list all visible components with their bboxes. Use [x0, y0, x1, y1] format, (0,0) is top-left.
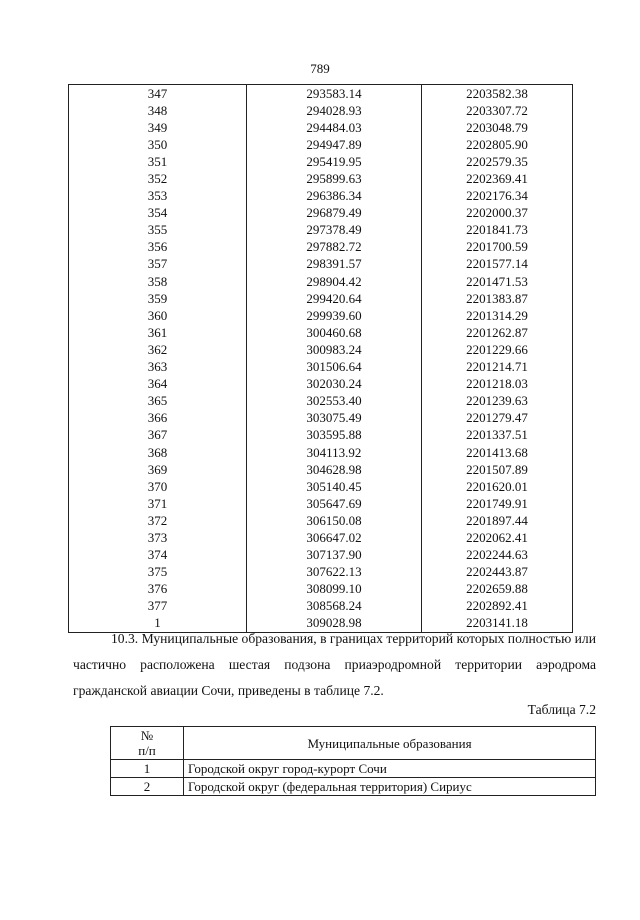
coordinate-y: 2203141.18 [422, 615, 573, 633]
point-number: 375 [69, 564, 247, 581]
coordinate-x: 297378.49 [247, 222, 422, 239]
coordinate-x: 305140.45 [247, 478, 422, 495]
coordinate-x: 297882.72 [247, 239, 422, 256]
coordinate-y: 2201229.66 [422, 341, 573, 358]
coordinate-y: 2201383.87 [422, 290, 573, 307]
point-number: 359 [69, 290, 247, 307]
point-number: 367 [69, 427, 247, 444]
coordinate-y: 2202892.41 [422, 598, 573, 615]
municipal-table [110, 726, 596, 796]
point-number: 368 [69, 444, 247, 461]
coordinate-x: 294484.03 [247, 119, 422, 136]
header-number-symbol: № [140, 728, 154, 743]
table-row [69, 307, 573, 324]
coordinate-y: 2201700.59 [422, 239, 573, 256]
point-number: 377 [69, 598, 247, 615]
point-number: 354 [69, 205, 247, 222]
coordinate-y: 2202369.41 [422, 170, 573, 187]
coordinate-x: 294028.93 [247, 102, 422, 119]
table-row [69, 478, 573, 495]
coordinate-x: 294947.89 [247, 136, 422, 153]
coordinate-x: 296879.49 [247, 205, 422, 222]
table-row [69, 239, 573, 256]
coordinate-x: 305647.69 [247, 495, 422, 512]
coordinate-x: 298391.57 [247, 256, 422, 273]
coordinate-y: 2203582.38 [422, 85, 573, 103]
point-number: 351 [69, 153, 247, 170]
coordinate-y: 2202244.63 [422, 547, 573, 564]
coordinate-y: 2201279.47 [422, 410, 573, 427]
page-number: 789 [310, 61, 330, 76]
table-row [69, 153, 573, 170]
table-row [69, 512, 573, 529]
coordinate-x: 304628.98 [247, 461, 422, 478]
point-number: 358 [69, 273, 247, 290]
point-number: 361 [69, 324, 247, 341]
table-row [69, 359, 573, 376]
coordinate-y: 2202659.88 [422, 581, 573, 598]
point-number: 371 [69, 495, 247, 512]
point-number: 350 [69, 136, 247, 153]
section-paragraph: 10.3. Муниципальные образования, в границах территорий которых полностью или частично расположена шестая подзона приаэродромной территории аэродрома гражданской авиации Сочи, приведены в таблице 7.2. [73, 631, 596, 698]
point-number: 1 [69, 615, 247, 633]
table-row [111, 760, 596, 778]
coordinate-y: 2201897.44 [422, 512, 573, 529]
coordinate-y: 2201218.03 [422, 376, 573, 393]
point-number: 363 [69, 359, 247, 376]
table-row [69, 547, 573, 564]
table-row [69, 188, 573, 205]
coordinate-x: 308568.24 [247, 598, 422, 615]
coordinate-y: 2202176.34 [422, 188, 573, 205]
municipal-table-header [111, 727, 596, 760]
coordinate-x: 308099.10 [247, 581, 422, 598]
point-number: 362 [69, 341, 247, 358]
coordinate-y: 2201507.89 [422, 461, 573, 478]
coordinate-x: 299939.60 [247, 307, 422, 324]
point-number: 372 [69, 512, 247, 529]
table-row [69, 136, 573, 153]
coordinate-x: 306150.08 [247, 512, 422, 529]
point-number: 349 [69, 119, 247, 136]
table-row [69, 256, 573, 273]
table-row [69, 410, 573, 427]
coordinate-y: 2201262.87 [422, 324, 573, 341]
table-row [69, 102, 573, 119]
point-number: 365 [69, 393, 247, 410]
table-row [69, 564, 573, 581]
table-row [69, 119, 573, 136]
point-number: 360 [69, 307, 247, 324]
coordinate-x: 304113.92 [247, 444, 422, 461]
point-number: 376 [69, 581, 247, 598]
coordinate-y: 2202579.35 [422, 153, 573, 170]
table-row [69, 273, 573, 290]
coordinate-x: 303075.49 [247, 410, 422, 427]
coordinate-y: 2201749.91 [422, 495, 573, 512]
header-number-label: п/п [138, 743, 156, 758]
coordinate-x: 295419.95 [247, 153, 422, 170]
table-row [69, 222, 573, 239]
table-row [69, 444, 573, 461]
coordinate-x: 300983.24 [247, 341, 422, 358]
coordinate-y: 2203048.79 [422, 119, 573, 136]
coordinate-x: 306647.02 [247, 529, 422, 546]
coordinate-y: 2202805.90 [422, 136, 573, 153]
point-number: 347 [69, 85, 247, 103]
point-number: 364 [69, 376, 247, 393]
table-row [69, 324, 573, 341]
coordinate-y: 2203307.72 [422, 102, 573, 119]
point-number: 373 [69, 529, 247, 546]
coordinate-x: 309028.98 [247, 615, 422, 633]
coordinate-x: 307622.13 [247, 564, 422, 581]
coordinates-table-body [69, 85, 573, 633]
coordinate-y: 2201577.14 [422, 256, 573, 273]
point-number: 370 [69, 478, 247, 495]
coordinate-y: 2201413.68 [422, 444, 573, 461]
point-number: 357 [69, 256, 247, 273]
coordinate-y: 2202443.87 [422, 564, 573, 581]
coordinate-y: 2201337.51 [422, 427, 573, 444]
point-number: 356 [69, 239, 247, 256]
coordinate-x: 301506.64 [247, 359, 422, 376]
coordinate-x: 307137.90 [247, 547, 422, 564]
point-number: 352 [69, 170, 247, 187]
coordinate-x: 299420.64 [247, 290, 422, 307]
coordinate-x: 302553.40 [247, 393, 422, 410]
coordinate-y: 2201471.53 [422, 273, 573, 290]
coordinate-y: 2201620.01 [422, 478, 573, 495]
row-number: 1 [111, 760, 184, 778]
coordinate-y: 2201214.71 [422, 359, 573, 376]
table-caption: Таблица 7.2 [527, 702, 596, 717]
coordinate-x: 295899.63 [247, 170, 422, 187]
municipality-name: Городской округ (федеральная территория) Сириус [184, 778, 596, 796]
table-row [69, 393, 573, 410]
coordinate-y: 2201239.63 [422, 393, 573, 410]
table-row [69, 461, 573, 478]
coordinate-y: 2201841.73 [422, 222, 573, 239]
municipality-name: Городской округ город-курорт Сочи [184, 760, 596, 778]
table-row [69, 529, 573, 546]
header-number [111, 727, 184, 760]
point-number: 374 [69, 547, 247, 564]
coordinate-x: 303595.88 [247, 427, 422, 444]
table-row [69, 581, 573, 598]
table-row [69, 341, 573, 358]
table-row [69, 170, 573, 187]
coordinates-table [68, 84, 573, 633]
point-number: 353 [69, 188, 247, 205]
row-number: 2 [111, 778, 184, 796]
header-municipal-name: Муниципальные образования [184, 727, 596, 760]
table-row [69, 427, 573, 444]
table-row [69, 290, 573, 307]
coordinate-x: 296386.34 [247, 188, 422, 205]
table-row [69, 85, 573, 103]
coordinate-y: 2202000.37 [422, 205, 573, 222]
point-number: 355 [69, 222, 247, 239]
coordinate-y: 2202062.41 [422, 529, 573, 546]
point-number: 366 [69, 410, 247, 427]
point-number: 348 [69, 102, 247, 119]
coordinate-y: 2201314.29 [422, 307, 573, 324]
table-row [111, 778, 596, 796]
table-row [69, 495, 573, 512]
coordinate-x: 293583.14 [247, 85, 422, 103]
coordinate-x: 302030.24 [247, 376, 422, 393]
coordinate-x: 300460.68 [247, 324, 422, 341]
table-row [69, 376, 573, 393]
table-row [69, 598, 573, 615]
table-row [69, 205, 573, 222]
point-number: 369 [69, 461, 247, 478]
coordinate-x: 298904.42 [247, 273, 422, 290]
